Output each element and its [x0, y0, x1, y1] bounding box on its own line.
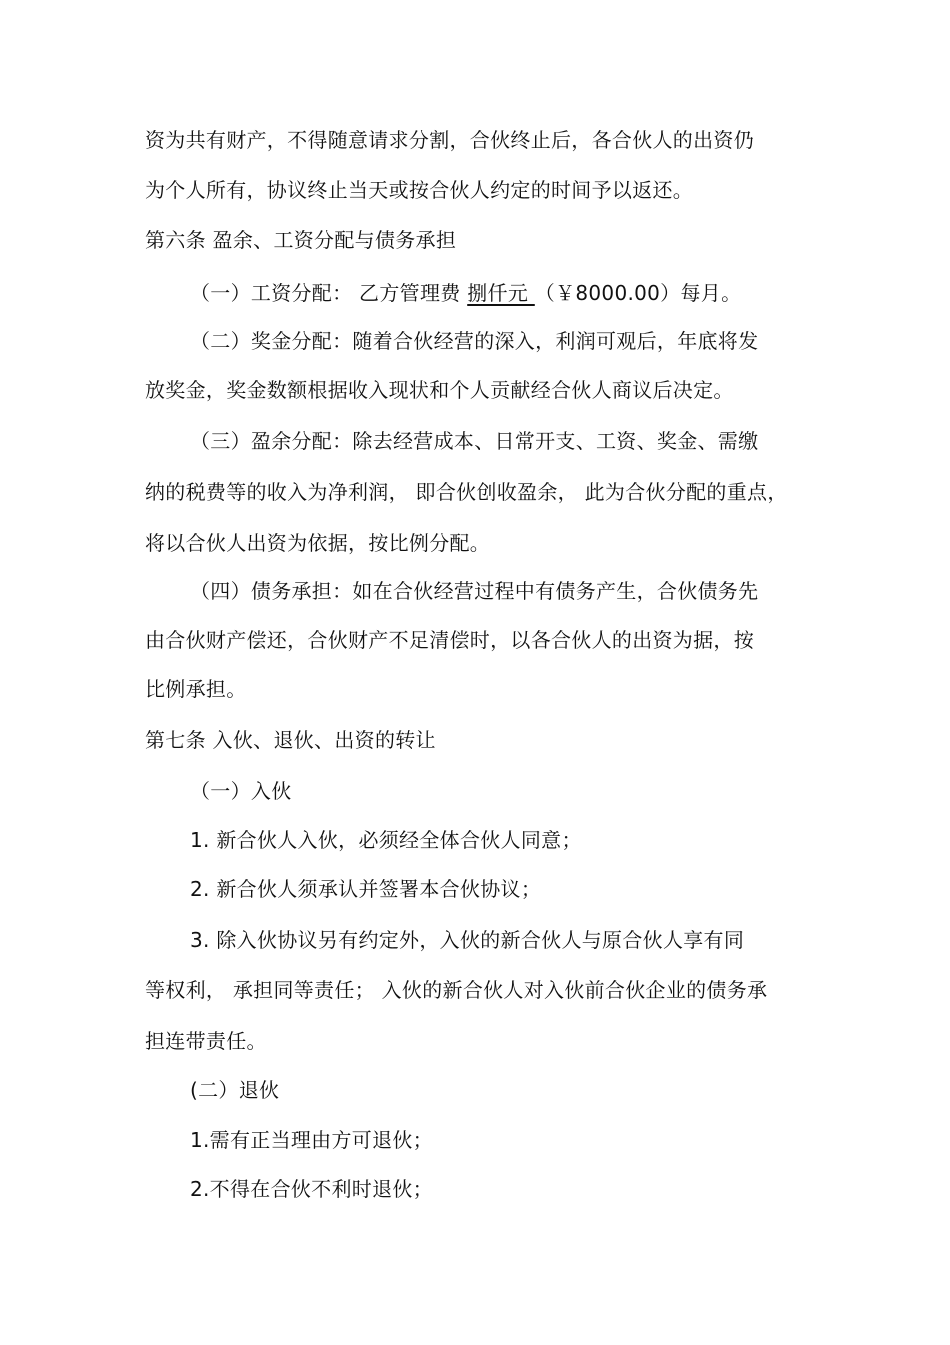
salary-amount-figure: （￥8000.00）每月。 [534, 281, 742, 305]
article-heading: 第六条 盈余、工资分配与债务承担 [145, 228, 457, 252]
section-heading: (二）退伙 [190, 1078, 280, 1102]
paragraph-line: （四）债务承担：如在合伙经营过程中有债务产生，合伙债务先 [190, 579, 759, 603]
article-heading: 第七条 入伙、退伙、出资的转让 [145, 728, 436, 752]
paragraph-line: 资为共有财产，不得随意请求分割，合伙终止后，各合伙人的出资仍 [145, 128, 754, 152]
list-item: 1.需有正当理由方可退伙； [190, 1128, 433, 1152]
section-heading: （一）入伙 [190, 779, 292, 803]
paragraph-line: 将以合伙人出资为依据，按比例分配。 [145, 531, 491, 555]
paragraph-line: 放奖金，奖金数额根据收入现状和个人贡献经合伙人商议后决定。 [145, 378, 734, 402]
list-item: 3. 除入伙协议另有约定外，入伙的新合伙人与原合伙人享有同 [190, 928, 745, 952]
paragraph-line: 担连带责任。 [145, 1029, 267, 1053]
list-item: 1. 新合伙人入伙，必须经全体合伙人同意； [190, 828, 582, 852]
paragraph-line: （三）盈余分配：除去经营成本、日常开支、工资、奖金、需缴 [190, 429, 759, 453]
paragraph-line: 等权利， 承担同等责任； 入伙的新合伙人对入伙前合伙企业的债务承 [145, 978, 768, 1002]
salary-amount-blank: 捌仟元 [467, 281, 535, 305]
paragraph-line: （二）奖金分配：随着合伙经营的深入，利润可观后，年底将发 [190, 329, 759, 353]
list-item: 2. 新合伙人须承认并签署本合伙协议； [190, 877, 542, 901]
list-item: 2.不得在合伙不利时退伙； [190, 1177, 433, 1201]
salary-line [190, 279, 741, 307]
salary-label: （一）工资分配： 乙方管理费 [190, 281, 468, 305]
paragraph-line: 为个人所有，协议终止当天或按合伙人约定的时间予以返还。 [145, 178, 694, 202]
paragraph-line: 纳的税费等的收入为净利润， 即合伙创收盈余， 此为合伙分配的重点， [145, 480, 788, 504]
paragraph-line: 由合伙财产偿还，合伙财产不足清偿时，以各合伙人的出资为据，按 [145, 628, 754, 652]
paragraph-line: 比例承担。 [145, 677, 247, 701]
